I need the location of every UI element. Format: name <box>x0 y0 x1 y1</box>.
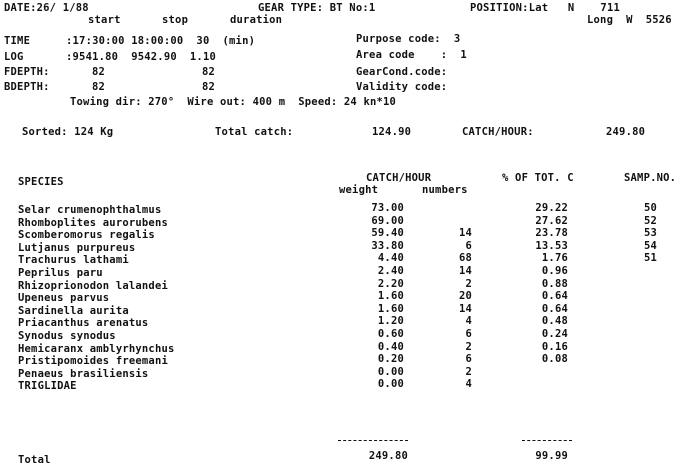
percent-value: 1.76 <box>541 252 568 265</box>
sorted-weight: Sorted: 124 Kg <box>22 126 114 138</box>
position-lat-field: POSITION:Lat N 711 <box>470 2 620 14</box>
species-name: Lutjanus purpureus <box>18 241 136 254</box>
samp-no-value: 53 <box>644 227 658 240</box>
column-duration-header: duration <box>230 14 283 26</box>
species-name: Hemicaranx amblyrhynchus <box>18 342 175 355</box>
total-catch-label: Total catch: <box>215 126 294 138</box>
numbers-column-header: numbers <box>422 184 468 196</box>
weight-value: 0.40 <box>377 340 404 353</box>
gearcond-code-field: GearCond.code: <box>356 66 448 78</box>
percent-value: 0.24 <box>541 328 568 340</box>
samp-no-value: 54 <box>644 239 658 252</box>
validity-code-field: Validity code: <box>356 81 448 93</box>
species-name: Priacanthus arenatus <box>18 317 149 330</box>
weight-value: 0.20 <box>377 353 404 366</box>
numbers-value: 20 <box>458 290 472 303</box>
percent-value: 27.62 <box>535 214 568 227</box>
species-column-header: SPECIES <box>18 176 64 188</box>
numbers-value: 4 <box>465 378 472 391</box>
weight-value: 1.60 <box>377 302 404 315</box>
species-name: Trachurus lathami <box>18 254 129 267</box>
position-long-field: Long W 5526 <box>587 14 672 26</box>
weight-value: 0.00 <box>377 365 404 378</box>
bdepth-stop: 82 <box>202 81 216 93</box>
species-name: Scomberomorus regalis <box>18 229 155 242</box>
total-label: Total <box>18 454 51 466</box>
percent-value: 0.16 <box>541 340 568 353</box>
samp-no-value: 52 <box>644 214 658 227</box>
weight-value: 59.40 <box>371 227 404 240</box>
species-name: Pristipomoides freemani <box>18 355 168 368</box>
numbers-value: 6 <box>465 328 472 340</box>
bdepth-start: 82 <box>92 81 106 93</box>
log-values: :9541.80 9542.90 1.10 <box>66 51 216 63</box>
species-name: Peprilus paru <box>18 267 103 279</box>
log-label: LOG <box>4 51 24 63</box>
percent-value: 0.48 <box>541 315 568 328</box>
column-stop-header: stop <box>162 14 189 26</box>
total-weight-value: 249.80 <box>368 450 408 462</box>
catch-hour-value: 249.80 <box>606 126 646 138</box>
weight-value: 33.80 <box>371 239 404 252</box>
total-catch-value: 124.90 <box>372 126 412 138</box>
catch-hour-label: CATCH/HOUR: <box>462 126 534 138</box>
percent-value: 0.64 <box>541 302 568 315</box>
numbers-value: 14 <box>458 302 472 315</box>
samp-no-value: 51 <box>644 252 658 265</box>
species-name: Rhizoprionodon lalandei <box>18 279 168 292</box>
percent-value: 0.96 <box>541 265 568 277</box>
percent-value: 23.78 <box>535 227 568 240</box>
species-name: Penaeus brasiliensis <box>18 367 149 380</box>
percent-value: 0.88 <box>541 277 568 290</box>
total-percent-value: 99.99 <box>535 450 568 462</box>
fdepth-label: FDEPTH: <box>4 66 50 78</box>
numbers-value: 14 <box>458 265 472 277</box>
numbers-value: 2 <box>465 365 472 378</box>
percent-value: 13.53 <box>535 239 568 252</box>
catch-hour-column-header: CATCH/HOUR <box>366 172 432 184</box>
time-values: :17:30:00 18:00:00 30 (min) <box>66 35 256 47</box>
weight-value: 4.40 <box>377 252 404 265</box>
species-name: Upeneus parvus <box>18 292 110 305</box>
numbers-value: 2 <box>465 340 472 353</box>
species-name: Rhomboplites aurorubens <box>18 216 168 229</box>
species-name: Synodus synodus <box>18 330 116 342</box>
area-code-field: Area code : 1 <box>356 49 467 61</box>
percent-column-header: % OF TOT. C <box>502 172 574 184</box>
percent-value: 0.08 <box>541 353 568 366</box>
numbers-value: 6 <box>465 239 472 252</box>
time-label: TIME <box>4 35 31 47</box>
species-name: TRIGLIDAE <box>18 380 77 393</box>
percent-value: 0.64 <box>541 290 568 303</box>
numbers-value: 4 <box>465 315 472 328</box>
fdepth-stop: 82 <box>202 66 216 78</box>
samp-no-value: 50 <box>644 202 658 214</box>
percent-value: 29.22 <box>535 202 568 214</box>
bdepth-label: BDEPTH: <box>4 81 50 93</box>
column-start-header: start <box>88 14 121 26</box>
numbers-value: 14 <box>458 227 472 240</box>
date-field: DATE:26/ 1/88 <box>4 2 89 14</box>
weight-value: 1.20 <box>377 315 404 328</box>
weight-value: 69.00 <box>371 214 404 227</box>
percent-total-rule <box>522 440 572 441</box>
weight-value: 0.00 <box>377 378 404 391</box>
numbers-value: 68 <box>458 252 472 265</box>
numbers-value: 6 <box>465 353 472 366</box>
weight-value: 1.60 <box>377 290 404 303</box>
towing-info: Towing dir: 270° Wire out: 400 m Speed: 24 kn*10 <box>70 96 397 108</box>
numbers-value: 2 <box>465 277 472 290</box>
species-name: Sardinella aurita <box>18 304 129 317</box>
species-name: Selar crumenophthalmus <box>18 204 162 216</box>
weight-value: 0.60 <box>377 328 404 340</box>
purpose-code-field: Purpose code: 3 <box>356 33 461 45</box>
weight-total-rule <box>338 440 408 441</box>
weight-value: 2.40 <box>377 265 404 277</box>
gear-type-field: GEAR TYPE: BT No:1 <box>258 2 376 14</box>
samp-no-column-header: SAMP.NO. <box>624 172 677 184</box>
fdepth-start: 82 <box>92 66 106 78</box>
weight-value: 73.00 <box>371 202 404 214</box>
weight-column-header: weight <box>339 184 379 196</box>
weight-value: 2.20 <box>377 277 404 290</box>
